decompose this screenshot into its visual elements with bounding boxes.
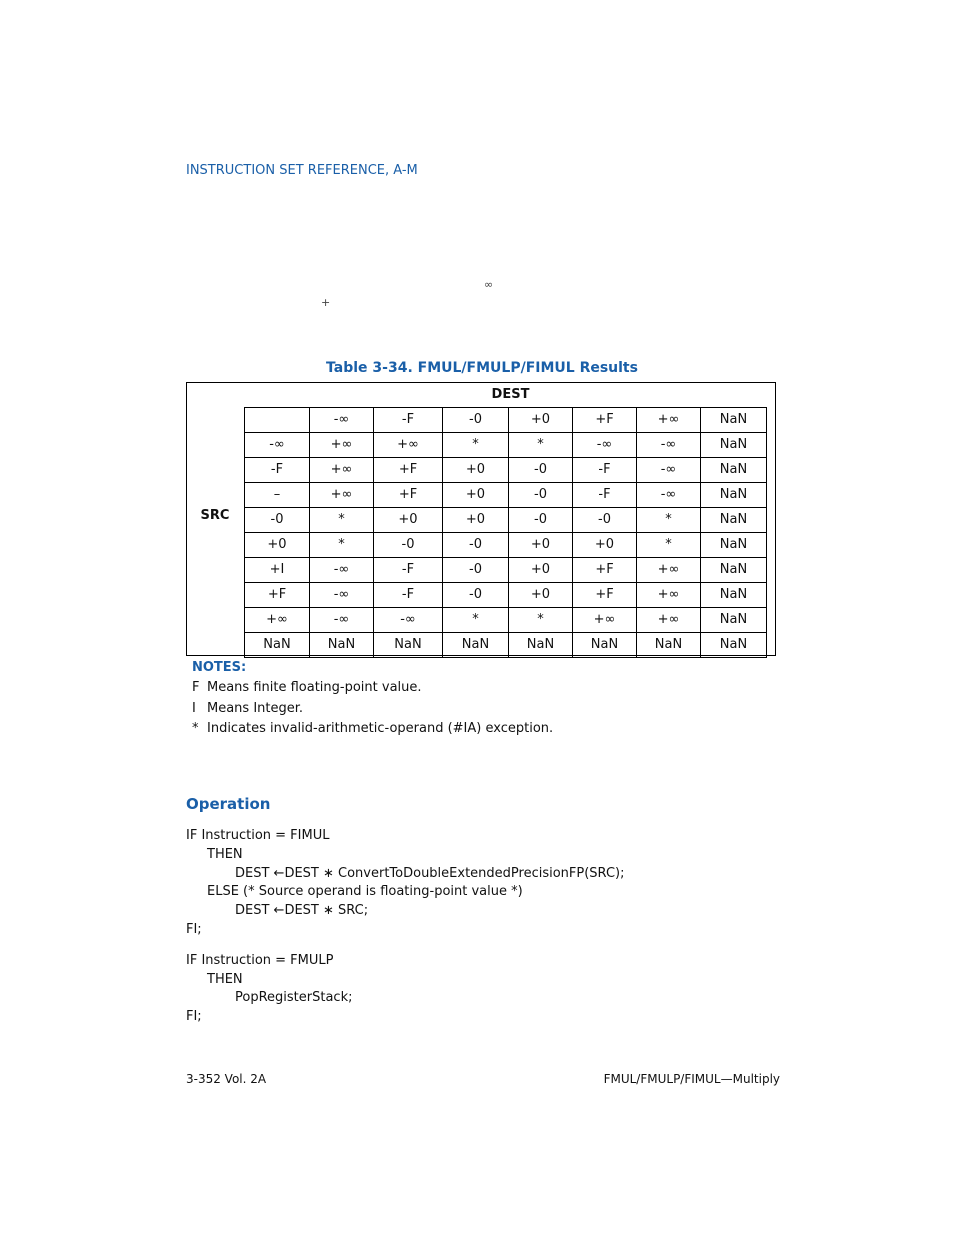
code-line: FI;	[186, 1009, 202, 1024]
table-cell: NaN	[509, 633, 573, 658]
table-cell: +0	[443, 458, 509, 483]
table-cell: +F	[374, 483, 443, 508]
table-cell: -0	[443, 533, 509, 558]
table-cell: NaN	[701, 633, 767, 658]
table-cell: -0	[443, 408, 509, 433]
table-cell: NaN	[701, 533, 767, 558]
table-cell: -0	[245, 508, 310, 533]
table-cell: -F	[573, 483, 637, 508]
table-cell: NaN	[701, 458, 767, 483]
table-cell: +∞	[637, 608, 701, 633]
table-cell: NaN	[573, 633, 637, 658]
table-cell: *	[443, 608, 509, 633]
table-cell: +0	[509, 533, 573, 558]
table-row	[245, 508, 767, 533]
table-row	[245, 608, 767, 633]
table-cell: -∞	[637, 483, 701, 508]
table-cell: -0	[443, 558, 509, 583]
footer-section-title: FMUL/FMULP/FIMUL—Multiply	[603, 1072, 780, 1086]
code-line: DEST ←DEST ∗ ConvertToDoubleExtendedPrecisionFP(SRC);	[235, 866, 625, 881]
table-cell: -∞	[310, 558, 374, 583]
table-cell: +F	[374, 458, 443, 483]
table-row	[245, 408, 767, 433]
table-cell: -0	[374, 533, 443, 558]
table-cell: +0	[509, 558, 573, 583]
table-cell: -∞	[245, 433, 310, 458]
code-line: IF Instruction = FIMUL	[186, 828, 330, 843]
table-cell: +∞	[637, 558, 701, 583]
table-cell: -∞	[310, 608, 374, 633]
table-row	[245, 583, 767, 608]
notes-title: NOTES:	[192, 660, 247, 675]
table-cell: -0	[509, 508, 573, 533]
code-line: FI;	[186, 922, 202, 937]
table-cell: -F	[374, 583, 443, 608]
table-cell: -∞	[573, 433, 637, 458]
note-item	[192, 701, 303, 716]
dest-header: DEST	[491, 387, 530, 402]
note-text: Means Integer.	[207, 701, 304, 716]
table-cell: +∞	[310, 433, 374, 458]
table-cell: +F	[573, 583, 637, 608]
code-line: THEN	[207, 847, 243, 862]
operation-title: Operation	[186, 795, 271, 813]
table-cell: +∞	[573, 608, 637, 633]
table-cell: NaN	[701, 483, 767, 508]
table-cell: NaN	[701, 558, 767, 583]
table-cell: +∞	[637, 583, 701, 608]
table-cell: +I	[245, 558, 310, 583]
src-label: SRC	[200, 508, 230, 523]
table-cell: +∞	[374, 433, 443, 458]
table-cell: NaN	[701, 408, 767, 433]
code-line: THEN	[207, 972, 243, 987]
table-cell: –	[245, 483, 310, 508]
note-item	[192, 680, 422, 695]
note-symbol: *	[192, 721, 199, 736]
code-line: IF Instruction = FMULP	[186, 953, 334, 968]
note-symbol: F	[192, 680, 200, 695]
code-line: ELSE (* Source operand is floating-point value *)	[207, 884, 523, 899]
table-cell: *	[509, 433, 573, 458]
table-row	[245, 483, 767, 508]
table-cell: *	[509, 608, 573, 633]
table-cell: *	[637, 508, 701, 533]
infinity-fragment: ∞	[484, 278, 494, 291]
table-cell: +0	[374, 508, 443, 533]
table-cell: -∞	[374, 608, 443, 633]
note-text: Indicates invalid-arithmetic-operand (#IA) exception.	[207, 721, 554, 736]
table-cell: -0	[509, 458, 573, 483]
table-cell: +0	[443, 508, 509, 533]
table-cell: -0	[573, 508, 637, 533]
table-cell: +∞	[245, 608, 310, 633]
table-cell: +0	[245, 533, 310, 558]
table-cell: -0	[443, 583, 509, 608]
table-cell: +0	[573, 533, 637, 558]
table-cell: +∞	[637, 408, 701, 433]
table-cell: +0	[509, 408, 573, 433]
table-cell: NaN	[701, 508, 767, 533]
plus-fragment: +	[321, 296, 331, 309]
table-row	[245, 533, 767, 558]
table-cell	[245, 408, 310, 433]
table-cell: *	[637, 533, 701, 558]
table-cell: NaN	[310, 633, 374, 658]
table-cell: NaN	[637, 633, 701, 658]
table-cell: -∞	[637, 458, 701, 483]
table-cell: -F	[374, 408, 443, 433]
results-table	[244, 407, 767, 658]
table-cell: +∞	[310, 458, 374, 483]
table-cell: +0	[443, 483, 509, 508]
table-cell: +F	[245, 583, 310, 608]
code-line: DEST ←DEST ∗ SRC;	[235, 903, 369, 918]
table-row	[245, 558, 767, 583]
note-symbol: I	[192, 701, 196, 716]
table-row	[245, 458, 767, 483]
table-cell: -∞	[637, 433, 701, 458]
table-cell: -0	[509, 483, 573, 508]
table-cell: -∞	[310, 408, 374, 433]
table-cell: +F	[573, 408, 637, 433]
table-caption: Table 3-34. FMUL/FMULP/FIMUL Results	[326, 360, 638, 376]
table-row	[245, 433, 767, 458]
table-cell: NaN	[701, 583, 767, 608]
table-cell: +0	[509, 583, 573, 608]
table-cell: -F	[245, 458, 310, 483]
code-line: PopRegisterStack;	[235, 990, 353, 1005]
table-cell: *	[310, 533, 374, 558]
table-cell: -F	[573, 458, 637, 483]
table-cell: +∞	[310, 483, 374, 508]
footer-page-number: 3-352 Vol. 2A	[186, 1072, 267, 1086]
table-cell: -∞	[310, 583, 374, 608]
table-cell: NaN	[701, 608, 767, 633]
table-cell: *	[310, 508, 374, 533]
table-cell: NaN	[701, 433, 767, 458]
table-cell: NaN	[443, 633, 509, 658]
table-cell: -F	[374, 558, 443, 583]
note-item	[192, 721, 553, 736]
table-cell: +F	[573, 558, 637, 583]
table-row	[245, 633, 767, 658]
note-text: Means finite floating-point value.	[207, 680, 422, 695]
table-cell: NaN	[245, 633, 310, 658]
table-cell: *	[443, 433, 509, 458]
table-cell: NaN	[374, 633, 443, 658]
running-header: INSTRUCTION SET REFERENCE, A-M	[186, 163, 418, 178]
